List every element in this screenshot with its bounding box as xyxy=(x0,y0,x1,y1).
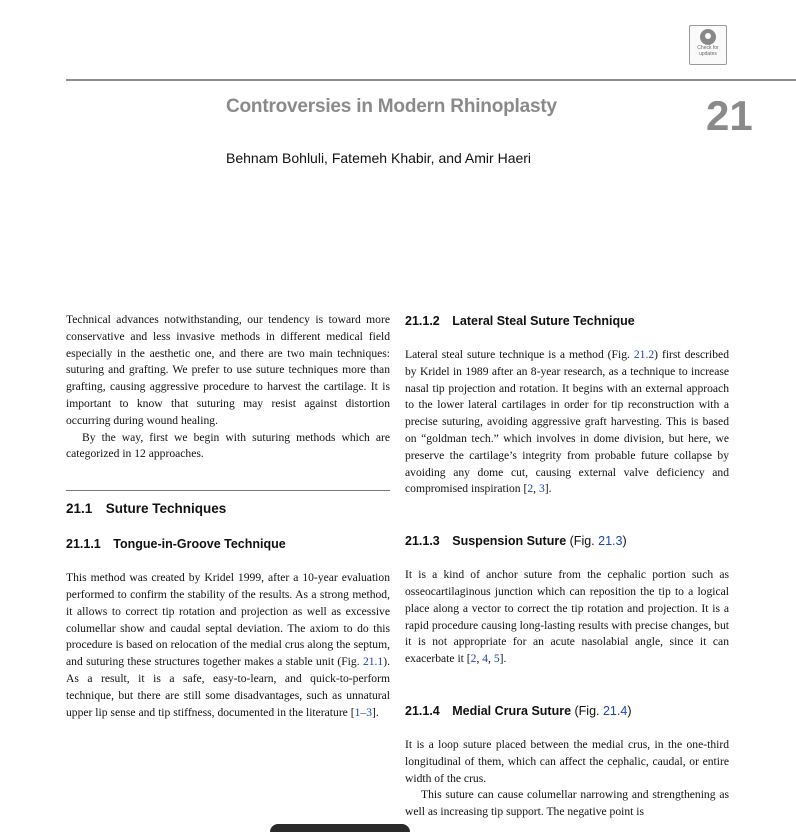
section-heading-21-1: 21.1 Suture Techniques xyxy=(66,501,227,517)
citation-link-2b[interactable]: 2 xyxy=(470,652,477,666)
left-column xyxy=(66,312,390,721)
check-updates-icon xyxy=(700,29,716,45)
figure-link-21-1[interactable]: 21.1 xyxy=(362,655,384,669)
subsection-21-1-2-text: Lateral steal suture technique is a method (Fig. 21.2) first described by Kridel in 1989 after an 8-year research, as a technique to increase nasal tip projection and rotation. It begins with an external approach to the lower lateral cartilages in order for tip reconstruction with a precise suturing, avoiding aggressive graft harvesting. This is based on “goldman tech.” which involves in dome division, but here, we preserve the cartilage’s integrity from probable future collapse by avoiding any dome cut, causing external valve deficiency and compromised inspiration [2, 3]. xyxy=(405,348,729,496)
subsection-heading-21-1-4: 21.1.4 Medial Crura Suture (Fig. 21.4) xyxy=(405,703,632,718)
chapter-title: Controversies in Modern Rhinoplasty xyxy=(226,96,557,117)
citation-link-1-3[interactable]: 1–3 xyxy=(354,705,372,719)
figure-link-21-4[interactable]: 21.4 xyxy=(602,703,628,718)
badge-label-line1: Check for xyxy=(697,45,719,51)
chapter-number: 21 xyxy=(706,92,753,139)
section-divider xyxy=(66,490,390,491)
check-for-updates-badge[interactable] xyxy=(689,25,727,65)
subsection-heading-21-1-1: 21.1.1 Tongue-in-Groove Technique xyxy=(66,537,286,552)
badge-label-line2: updates xyxy=(699,51,717,57)
header-rule xyxy=(66,79,796,81)
chapter-authors: Behnam Bohluli, Fatemeh Khabir, and Amir Haeri xyxy=(226,150,532,166)
figure-link-21-3[interactable]: 21.3 xyxy=(598,534,623,549)
subsection-21-1-4-paragraph-1: It is a loop suture placed between the medial crus, in the one-third longitudinal of them, which can affect the cephalic, caudal, or entire width of the crus. xyxy=(405,737,729,785)
citation-link-5[interactable]: 5 xyxy=(493,652,500,666)
subsection-heading-21-1-2: 21.1.2 Lateral Steal Suture Technique xyxy=(405,314,635,328)
subsection-21-1-1-text: This method was created by Kridel 1999, after a 10-year evaluation performed to confirm the stability of the results. As a strong method, it allows to correct tip rotation and projection as well as excessive columellar show and caudal septal deviation. The axiom to do this procedure is based on relocation of the medial crus along the septum, and suturing these structures together makes a stable unit (Fig. 21.1). As a result, it is a safe, easy-to-learn, and quick-to-perform technique, but there are still some disadvantages, such as unnatural upper lip sense and tip stiffness, documented in the literature [1–3]. xyxy=(66,571,390,719)
intro-paragraph-2: By the way, first we begin with suturing methods which are categorized in 12 approaches. xyxy=(66,430,390,461)
intro-paragraph-1: Technical advances notwithstanding, our tendency is toward more conservative and less invasive methods in different medical field especially in the aesthetic one, and there are two main techniques: suturing and grafting. We prefer to use suture techniques more than grafting, causing aggressive procedure to harvest the cartilage. It is important to know that suturing may resist against distortion occurring during wound healing. xyxy=(66,313,390,427)
subsection-21-1-3-text: It is a kind of anchor suture from the cephalic portion such as osseocartilaginous junction which can reposition the tip to a logical place along a vector to correct the tip rotation and projection. It is a rapid procedure causing long-lasting results with precise changes, but it is not appropriate for an acute nasolabial angle, since it can exacerbate it [2, 4, 5]. xyxy=(405,568,729,666)
viewer-toolbar-edge[interactable] xyxy=(270,824,410,832)
right-column xyxy=(405,312,729,821)
subsection-21-1-4-paragraph-2: This suture can cause columellar narrowing and strengthening as well as increasing tip support. The negative point is xyxy=(405,788,729,819)
citation-link-3[interactable]: 3 xyxy=(538,482,545,496)
citation-link-2[interactable]: 2 xyxy=(527,482,534,496)
figure-link-21-2[interactable]: 21.2 xyxy=(633,348,655,361)
citation-link-4[interactable]: 4 xyxy=(482,652,489,666)
subsection-heading-21-1-3: 21.1.3 Suspension Suture (Fig. 21.3) xyxy=(405,534,627,549)
